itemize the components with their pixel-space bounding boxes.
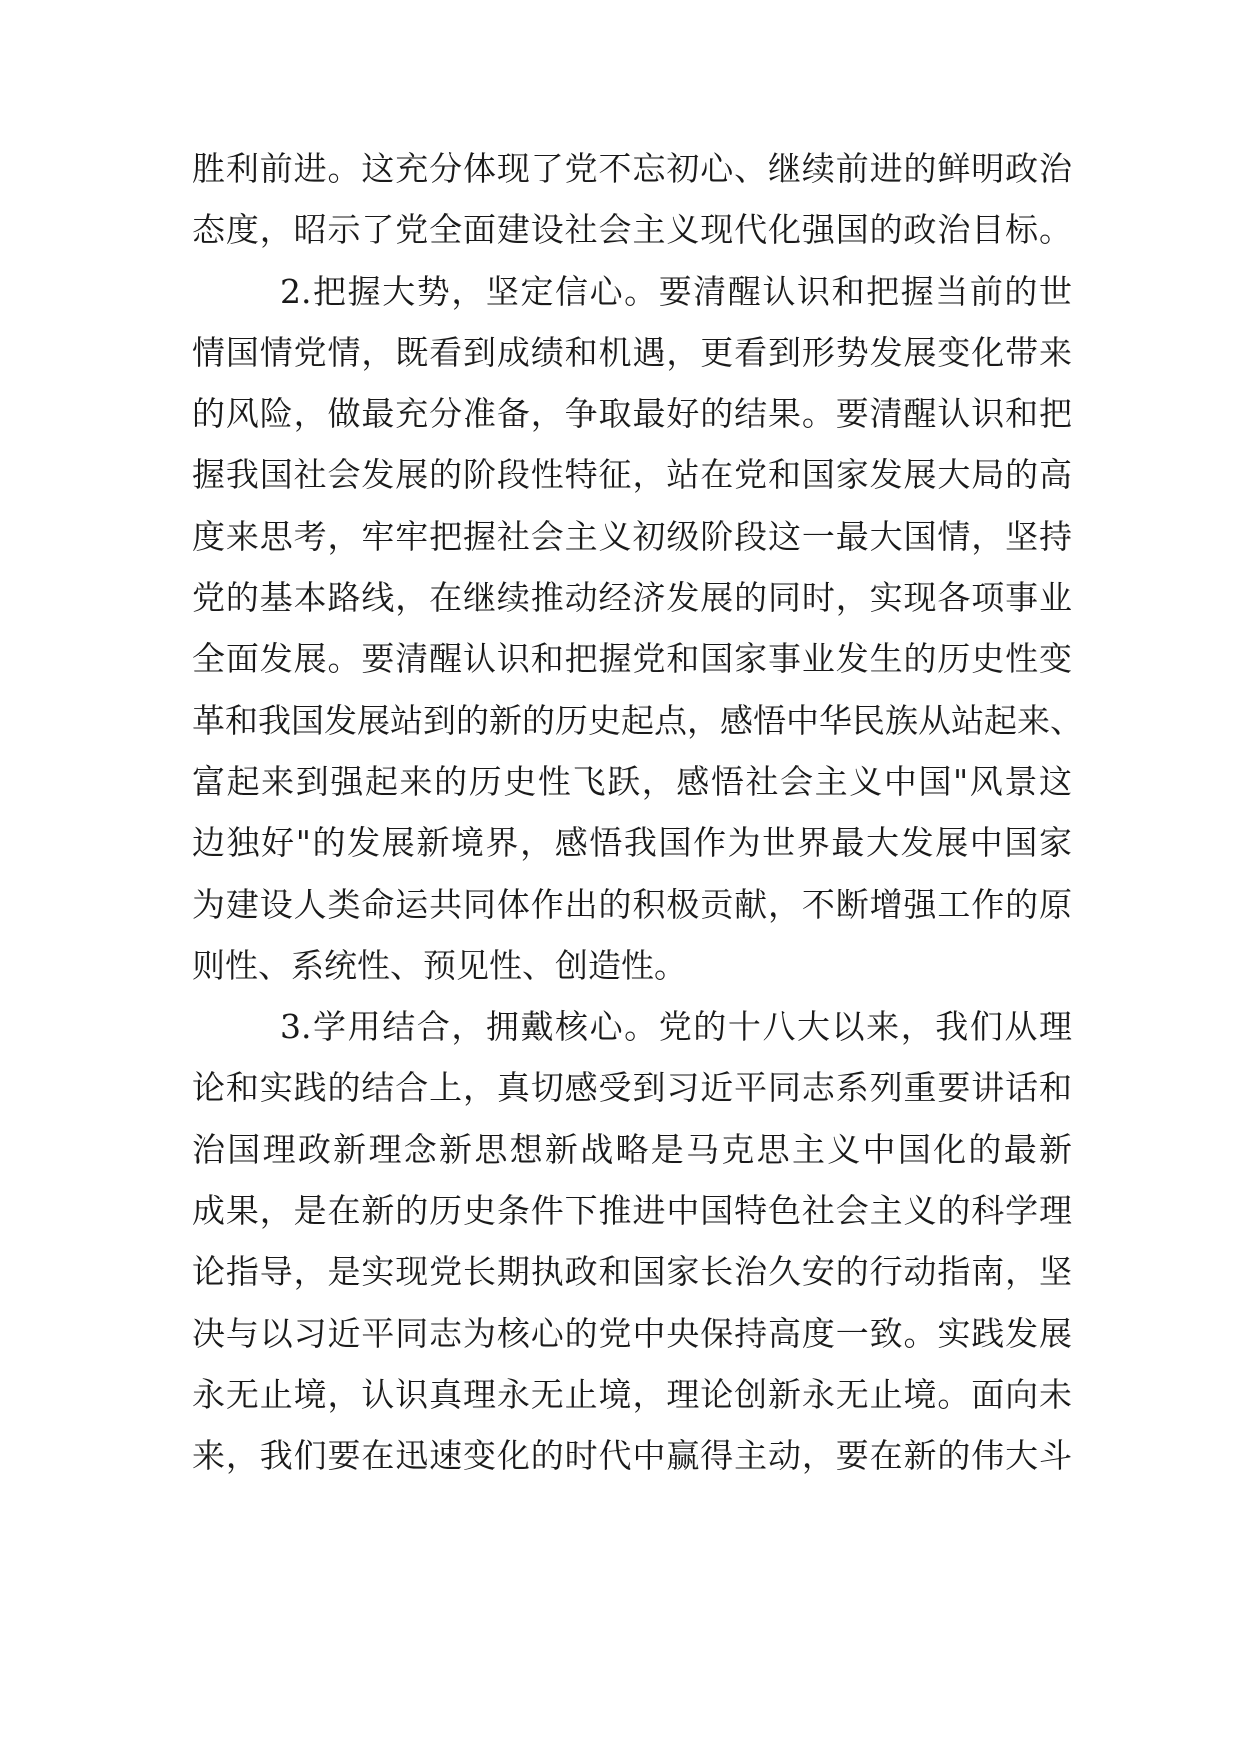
text-line: 边独好"的发展新境界，感悟我国作为世界最大发展中国家 <box>192 823 1072 863</box>
text-line: 永无止境，认识真理永无止境，理论创新永无止境。面向未 <box>192 1374 1072 1414</box>
text-line: 度来思考，牢牢把握社会主义初级阶段这一最大国情，坚持 <box>192 516 1072 556</box>
text-line: 2.把握大势，坚定信心。要清醒认识和把握当前的世 <box>280 271 1072 311</box>
text-line: 革和我国发展站到的新的历史起点，感悟中华民族从站起来、 <box>192 700 1083 740</box>
text-line: 为建设人类命运共同体作出的积极贡献，不断增强工作的原 <box>192 884 1072 924</box>
text-line: 全面发展。要清醒认识和把握党和国家事业发生的历史性变 <box>192 639 1072 679</box>
text-line: 握我国社会发展的阶段性特征，站在党和国家发展大局的高 <box>192 455 1072 495</box>
text-line: 富起来到强起来的历史性飞跃，感悟社会主义中国"风景这 <box>192 761 1072 801</box>
text-line: 党的基本路线，在继续推动经济发展的同时，实现各项事业 <box>192 578 1072 618</box>
text-line: 则性、系统性、预见性、创造性。 <box>192 945 687 985</box>
text-line: 论和实践的结合上，真切感受到习近平同志系列重要讲话和 <box>192 1068 1072 1108</box>
text-line: 态度，昭示了党全面建设社会主义现代化强国的政治目标。 <box>192 210 1072 250</box>
document-body <box>192 138 1083 1487</box>
text-line: 治国理政新理念新思想新战略是马克思主义中国化的最新 <box>192 1129 1072 1169</box>
text-line: 3.学用结合，拥戴核心。党的十八大以来，我们从理 <box>280 1007 1072 1047</box>
text-line: 决与以习近平同志为核心的党中央保持高度一致。实践发展 <box>192 1313 1072 1353</box>
text-line: 情国情党情，既看到成绩和机遇，更看到形势发展变化带来 <box>192 332 1072 372</box>
text-line: 来，我们要在迅速变化的时代中赢得主动，要在新的伟大斗 <box>192 1436 1072 1476</box>
text-line: 胜利前进。这充分体现了党不忘初心、继续前进的鲜明政治 <box>192 149 1072 188</box>
text-line: 的风险，做最充分准备，争取最好的结果。要清醒认识和把 <box>192 394 1072 434</box>
text-line: 成果，是在新的历史条件下推进中国特色社会主义的科学理 <box>192 1191 1072 1231</box>
text-line: 论指导，是实现党长期执政和国家长治久安的行动指南，坚 <box>192 1252 1072 1292</box>
